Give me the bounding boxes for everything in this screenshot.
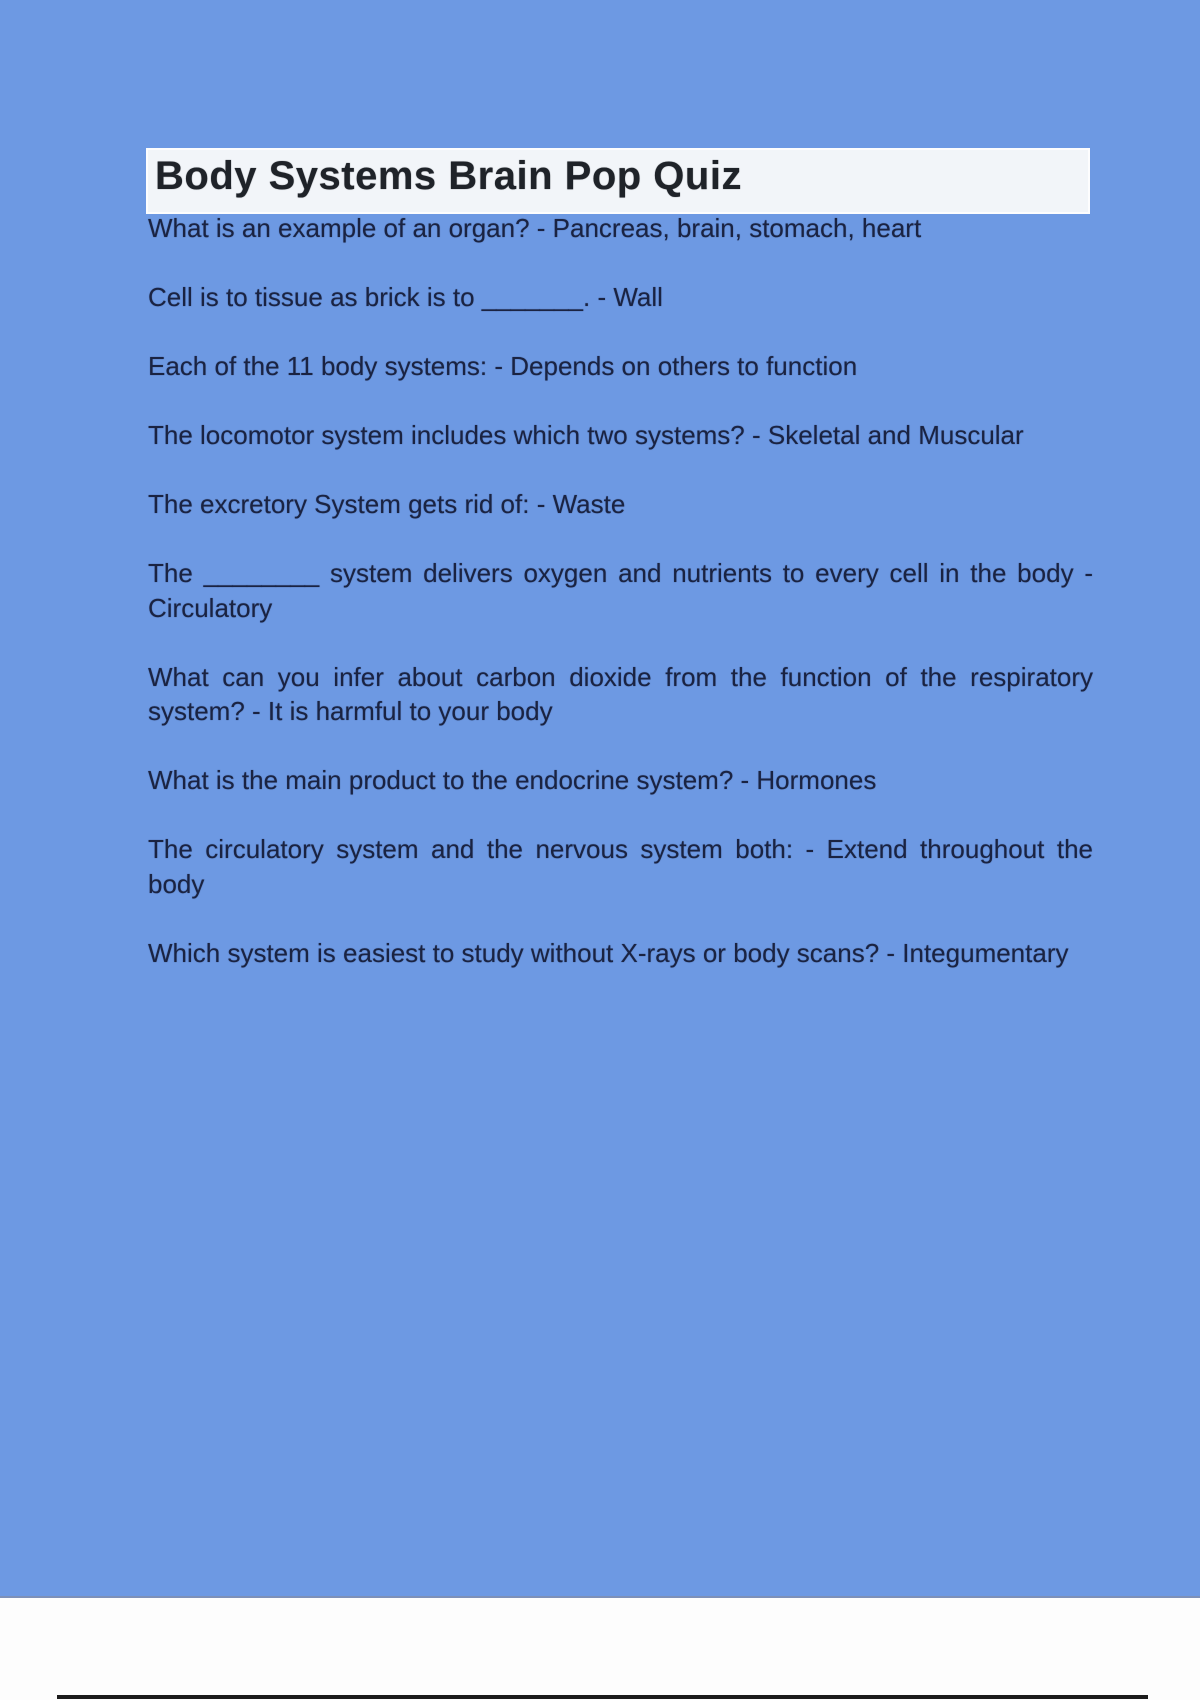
quiz-question [148, 936, 1093, 971]
title-banner [146, 148, 1090, 214]
quiz-question [148, 660, 1093, 729]
quiz-question [148, 211, 1093, 246]
quiz-line: The circulatory system and the nervous system both: - Extend throughout the [148, 834, 1093, 864]
quiz-line: Cell is to tissue as brick is to _______. - Wall [148, 282, 663, 312]
quiz-question [148, 349, 1093, 384]
quiz-question-list [148, 211, 1093, 1005]
quiz-question [148, 763, 1093, 798]
quiz-line: What is the main product to the endocrine system? - Hormones [148, 765, 877, 795]
quiz-line: Each of the 11 body systems: - Depends on others to function [148, 351, 858, 381]
quiz-line: system? - It is harmful to your body [148, 696, 553, 726]
quiz-line: The excretory System gets rid of: - Waste [148, 489, 626, 519]
quiz-line: The locomotor system includes which two systems? - Skeletal and Muscular [148, 420, 1024, 450]
divider-line [57, 1695, 1148, 1699]
quiz-line: What is an example of an organ? - Pancreas, brain, stomach, heart [148, 213, 922, 243]
quiz-line: What can you infer about carbon dioxide from the function of the respiratory [148, 661, 1093, 692]
quiz-question [148, 280, 1093, 315]
quiz-question [148, 556, 1093, 625]
quiz-line: body [148, 868, 205, 899]
quiz-question [148, 832, 1093, 901]
page-margin-area [0, 1598, 1200, 1700]
quiz-line: Circulatory [148, 592, 273, 623]
quiz-line: Which system is easiest to study without X-rays or body scans? - Integumentary [148, 937, 1069, 968]
quiz-line: The ________ system delivers oxygen and nutrients to every cell in the body - [148, 558, 1093, 588]
quiz-question [148, 418, 1093, 453]
page-title: Body Systems Brain Pop Quiz [155, 154, 742, 198]
quiz-question [148, 487, 1093, 522]
